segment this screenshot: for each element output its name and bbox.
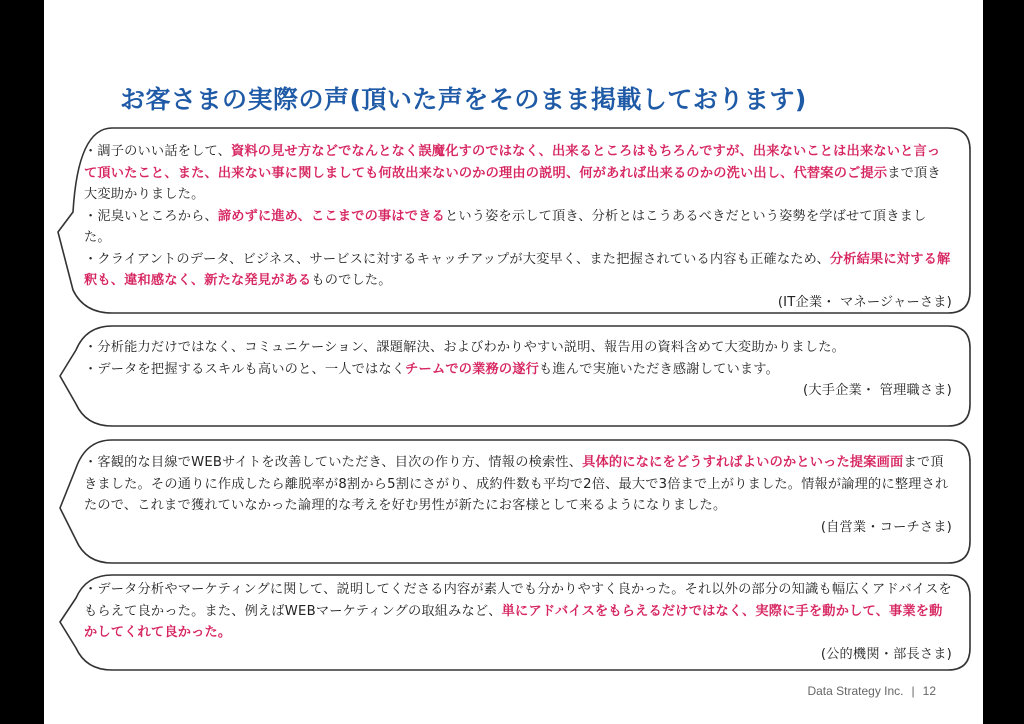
- testimonial-1-point-2: ・泥臭いところから、諦めずに進め、ここまでの事はできるという姿を示して頂き、分析とはこうあるべきだという姿勢を学ばせて頂きました。: [84, 208, 927, 245]
- page-number: 12: [922, 684, 936, 698]
- highlight: 単にアドバイスをもらえるだけではなく、実際に手を動かして、事業を動かしてくれて良かった。: [84, 603, 943, 640]
- highlight: チームでの業務の遂行: [405, 361, 540, 377]
- testimonial-3-attribution: (自営業・コーチさま): [820, 519, 952, 535]
- testimonial-1-attribution: (IT企業・ マネージャーさま): [777, 294, 952, 310]
- testimonial-3-point-1: ・客観的な目線でWEBサイトを改善していただき、目次の作り方、情報の検索性、具体的になにをどうすればよいのかといった提案画面まで頂きました。その通りに作成したら離脱率が8割から5割にさがり、成約件数も平均で2倍、最大で3倍まで上がりました。情報が論理的に整理されたので、これまで獲れていなかった論理的な考えを好む男性が新たにお客様として来るようになりました。: [84, 455, 949, 513]
- testimonial-2-attribution: (大手企業・ 管理職さま): [803, 383, 952, 398]
- testimonial-3: [84, 452, 952, 538]
- page-title: お客さまの実際の声(頂いた声をそのまま掲載しております): [120, 85, 807, 114]
- highlight: 具体的になにをどうすればよいのかといった提案画面: [582, 455, 904, 470]
- highlight: 諦めずに進め、ここまでの事はできる: [217, 208, 445, 224]
- footer-separator: |: [911, 684, 915, 698]
- testimonial-4-point-1: ・データ分析やマーケティングに関して、説明してくださる内容が素人でも分かりやすく良かった。それ以外の部分の知識も幅広くアドバイスをもらえて良かった。また、例えばWEBマーケティングの取組みなど、単にアドバイスをもらえるだけではなく、実際に手を動かして、事業を動かしてくれて良かった。: [84, 582, 952, 640]
- testimonial-1-point-1: ・調子のいい話をして、資料の見せ方などでなんとなく誤魔化すのではなく、出来るところはもちろんですが、出来ないことは出来ないと言って頂いたこと、また、出来ない事に関しましても何故出来ないのかの理由の説明、何があれば出来るのかの洗い出し、代替案のご提示まで頂き大変助かりました。: [84, 144, 941, 202]
- testimonial-4: [84, 579, 952, 665]
- testimonial-4-attribution: (公的機関・部長さま): [820, 646, 952, 662]
- highlight: 分析結果に対する解釈も、違和感なく、新たな発見がある: [84, 251, 951, 288]
- footer: [807, 684, 936, 698]
- footer-company: Data Strategy Inc.: [807, 684, 904, 698]
- testimonial-2: [84, 337, 952, 402]
- testimonial-2-point-2: ・データを把握するスキルも高いのと、一人ではなくチームでの業務の遂行も進んで実施いただき感謝しています。: [84, 361, 779, 377]
- testimonial-2-point-1: ・分析能力だけではなく、コミュニケーション、課題解決、およびわかりやすい説明、報告用の資料含めて大変助かりました。: [84, 340, 845, 355]
- testimonial-1: [84, 141, 952, 313]
- testimonial-1-point-3: ・クライアントのデータ、ビジネス、サービスに対するキャッチアップが大変早く、また把握されている内容も正確なため、分析結果に対する解釈も、違和感なく、新たな発見があるものでした。: [84, 251, 951, 288]
- highlight: 資料の見せ方などでなんとなく誤魔化すのではなく、出来るところはもちろんですが、出来ないことは出来ないと言って頂いたこと、また、出来ない事に関しましても何故出来ないのかの理由の説明、何があれば出来るのかの洗い出し、代替案のご提示: [84, 144, 941, 181]
